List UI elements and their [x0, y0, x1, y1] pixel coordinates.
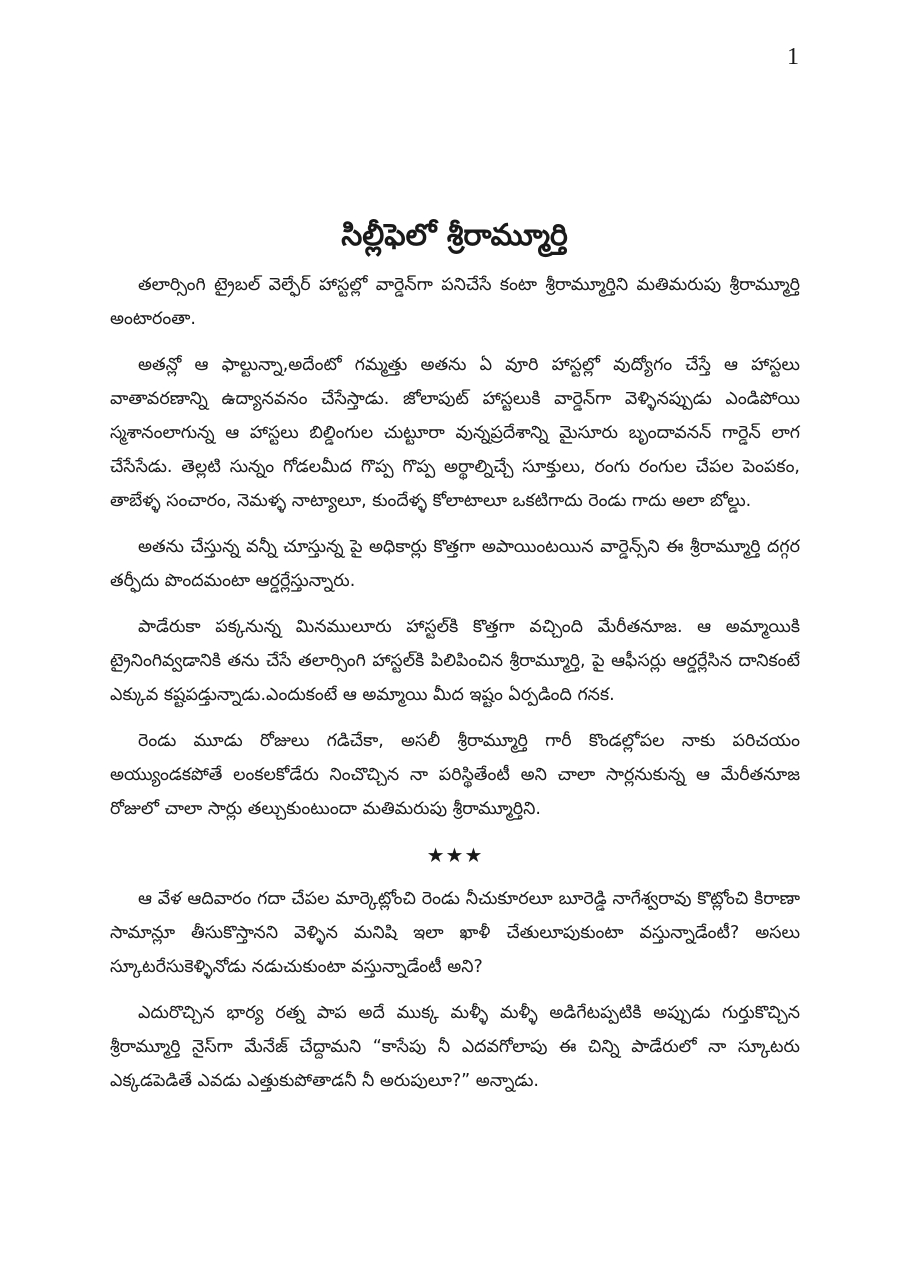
page-number: 1 [787, 44, 799, 70]
paragraph: అతను చేస్తున్న వన్నీ చూస్తున్న పై అధికార్లు కొత్తగా అపాయింటయిన వార్డెన్స్‌ని ఈ శ్రీరామ్మూర్తి దగ్గర తర్ఫీదు పొందమంటా ఆర్డర్లేస్తున్నారు. [110, 537, 800, 591]
page-title: సిల్లీఫెలో శ్రీరామ్మూర్తి [341, 218, 568, 253]
paragraph: తలార్సింగి ట్రైబల్ వెల్ఫేర్ హాస్టల్లో వార్డెన్‌గా పనిచేసే కంటా శ్రీరామ్మూర్తిని మతిమరుపు శ్రీరామ్మూర్తి అంటారంతా. [110, 275, 800, 329]
section-break: ★★★ [426, 843, 484, 867]
paragraph: ఆ వేళ ఆదివారం గదా చేపల మార్కెట్లోంచి రెండు నీచుకూరలూ బూరెడ్డి నాగేశ్వరావు కొట్లోంచి కిరాణా సామాన్లూ తీసుకొస్తానని వెళ్ళిన మనిషి ఇలా ఖాళీ చేతులూపుకుంటా వస్తున్నాడేంటీ? అసలు స్కూటరేసుకెళ్ళినోడు నడుచుకుంటా వస్తున్నాడేంటీ అని? [110, 889, 800, 977]
body-text [110, 268, 800, 1110]
paragraph: ఎదురొచ్చిన భార్య రత్న పాప అదే ముక్క మళ్ళీ మళ్ళీ అడిగేటప్పటికి అప్పుడు గుర్తుకొచ్చిన శ్రీరామ్మూర్తి నైస్‌గా మేనేజ్ చేద్దామని “కాసేపు నీ ఎదవగోలాపు ఈ చిన్ని పాడేరులో నా స్కూటరు ఎక్కడపెడితే ఎవడు ఎత్తుకుపోతాడనీ నీ అరుపులూ?” అన్నాడు. [110, 1003, 800, 1091]
paragraph: పాడేరుకా పక్కనున్న మినములూరు హాస్టల్‌కి కొత్తగా వచ్చింది మేరీతనూజ. ఆ అమ్మాయికి ట్రైనింగివ్వడానికి తను చేసే తలార్సింగి హాస్టల్‌కి పిలిపించిన శ్రీరామ్మూర్తి, పై ఆఫీసర్లు ఆర్డర్లేసిన దానికంటే ఎక్కువ కష్టపడ్తున్నాడు.ఎందుకంటే ఆ అమ్మాయి మీద ఇష్టం ఏర్పడింది గనక. [110, 617, 800, 705]
paragraph: రెండు మూడు రోజులు గడిచేకా, అసలీ శ్రీరామ్మూర్తి గారీ కొండల్లోపల నాకు పరిచయం అయ్యుండకపోతే లంకలకోడేరు నించొచ్చిన నా పరిస్థితేంటీ అని చాలా సార్లనుకున్న ఆ మేరీతనూజ రోజులో చాలా సార్లు తల్చుకుంటుందా మతిమరుపు శ్రీరామ్మూర్తిని. [110, 731, 800, 819]
paragraph: అతన్లో ఆ ఫాల్టున్నా,అదేంటో గమ్మత్తు అతను ఏ వూరి హాస్టల్లో వుద్యోగం చేస్తే ఆ హాస్టలు వాతావరణాన్ని ఉద్యానవనం చేసేస్తాడు. జోలాపుట్ హాస్టలుకి వార్డెన్‌గా వెళ్ళినప్పుడు ఎండిపోయి స్మశానంలాగున్న ఆ హాస్టలు బిల్డింగుల చుట్టూరా వున్నప్రదేశాన్ని మైసూరు బృందావనన్ గార్డెన్ లాగ చేసేసేడు. తెల్లటి సున్నం గోడలమీద గొప్ప గొప్ప అర్థాల్నిచ్చే సూక్తులు, రంగు రంగుల చేపల పెంపకం, తాబేళ్ళ సంచారం, నెమళ్ళ నాట్యాలూ, కుందేళ్ళ కోలాటాలూ ఒకటిగాదు రెండు గాదు అలా బోల్డు. [110, 355, 800, 511]
